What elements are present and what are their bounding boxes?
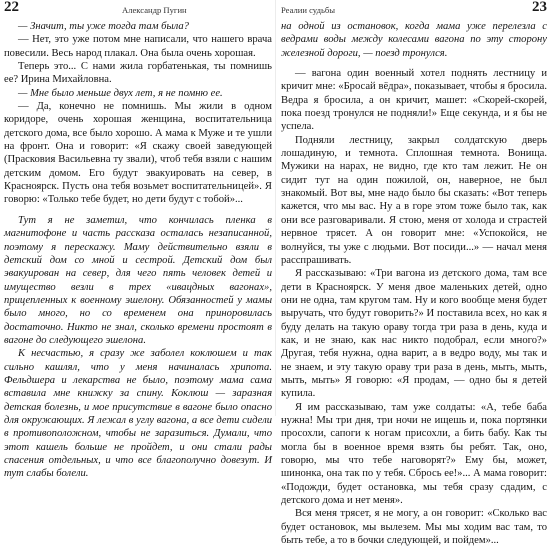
- paragraph: Я рассказываю: «Три вагона из детского дома, там все дети в Красноярск. У меня двое маленьких детей, одно они не одна, там кругом там. Ну и кого вообще меня будет выручать, что будут говорить?» И поставила всех, но как я буду делать на такую ораву тогда три раза в день, куда и как, и не знаю, как нас никто подобрал, если много?» Другая, тебя нужна, одна варит, а в ведро воду, мы так и не знаем, и эту такую ораву три раза в день, мыть, мыть, мыть, мыть» Я говорю: «Я продам, — одно бы я детей купила.: [281, 268, 547, 400]
- paragraph: Теперь это... С нами жила горбатенькая, ты помнишь ее? Ирина Михайловна.: [4, 61, 272, 86]
- left-page: [4, 0, 272, 480]
- paragraph: на одной из остановок, когда мама уже перелезла с ведрами воды между колесами вагона по эту сторону железной дороги, — поезд тронулся.: [281, 21, 547, 59]
- paragraph: Вся меня трясет, я не могу, а он говорит: «Сколько вас будет остановок, мы вылезем. Мы мы ходим вас там, то быть тебе, а то в бочки следующей, и пойдем»...: [281, 508, 547, 547]
- left-page-body: [4, 18, 272, 481]
- right-page: [281, 0, 547, 547]
- paragraph: — Мне было меньше двух лет, я не помню ее.: [18, 87, 223, 99]
- page-gutter: [275, 0, 276, 416]
- left-page-number: 22: [4, 0, 19, 15]
- paragraph: — вагона один военный хотел поднять лестницу и кричит мне: «Бросай вёдра», показывает, чтобы я бросила. Ведра я бросила, а он кричит, машет: «Скорей-скорей, пока поезд тронулся не подняли!» Еще секунда, и я бы не успела.: [281, 68, 547, 133]
- left-running-head: Александр Пугин: [122, 5, 187, 15]
- paragraph: Я им рассказываю, там уже солдаты: «А, тебе баба нужна! Мы три дня, три ночи не ищешь и, пока портянки просохли, сапоги к ногам присохли, а бить бабу. Как ты могла бы в военное время взять бы ребят. Так, оно, говорю, мы что тебе наговорят?» Ему бы, может, шинонка, она так по у тебя. Сбрось ее!»... А мама говорит: «Подожди, будет остановка, мы тебя сразу сдадим, с детского дома и нет меня».: [281, 401, 547, 507]
- paragraph: — Нет, это уже потом мне написали, что нашего врача повесили. Весь народ плакал. Она была очень хорошая.: [4, 34, 272, 59]
- paragraph: Тут я не заметил, что кончилась пленка в магнитофоне и часть рассказа осталась незаписанной, поэтому я перескажу. Маму действительно взяли в детский дом со мной и сестрой. Детский дом был эвакуирован на север, для чего пять человек детей и имущество везли в трех «ивацдных вагонах», прицепленных к военному эшелону. Обязанностей у мамы было много, но со временем она приноровилась достаточно. Никто не знал, сколько времени простоят в вагоне до следующего эшелона.: [4, 214, 272, 346]
- paragraph: Подняли лестницу, закрыл солдатскую дверь лошадиную, и темнота. Сплошная темнота. Вонища. Мужики на нарах, не видно, где кто там лежит. Не он сидит тут на один пожилой, он, наверное, не был знакомый. Вот вы, мне надо было бы сказать: «Вот теперь кажется, что мы вас. Ну а в горе этом тоже было так, как они все разговаривали. Я стою, меня от холода и страстей нервное трясет. А он говорит мне: «Успокойся, не волнуйся, ты уже с людьми. Вот посиди...» — начал меня расспрашивать.: [281, 134, 547, 266]
- paragraph: — Да, конечно не помнишь. Мы жили в одном коридоре, очень хорошая женщина, воспитательница детского дома, все было хорошо. А мама к Муже и те ушли на фронт. Она и говорит: «Я скажу своей заведующей (Прасковия Васильевна ту звали), чтоб тебя взяли с нашим детским домом. Его будут эвакуировать на север, в Красноярск. Пусть она тебя возьмет воспитательницей». Я говорю: «Только тебе будет, но дети будут с тобой»...: [4, 101, 272, 206]
- right-page-header: [281, 0, 547, 18]
- paragraph: — Значит, ты уже тогда там была?: [18, 21, 189, 32]
- right-page-body: [281, 18, 547, 547]
- right-page-number: 23: [532, 0, 547, 15]
- left-page-header: [4, 0, 272, 18]
- right-running-head: Реалии судьбы: [281, 5, 336, 15]
- paragraph: К несчастью, я сразу же заболел коклюшем и так сильно кашлял, что у меня начиналась хрипота. Фельдшера и лекарства не было, поэтому мама сама вставила мне книжку за спину. Коклюш — заразная детская болезнь, и мое присутствие в вагоне было опасно для окружающих. Я лежал в углу вагона, а все дети сидели в противоположном, чтобы не заразиться. Думали, что этот кашель больше не пройдет, и они стали рады спасения отдельных, и что все благополучно довезут. И тут слабы болели.: [4, 348, 272, 480]
